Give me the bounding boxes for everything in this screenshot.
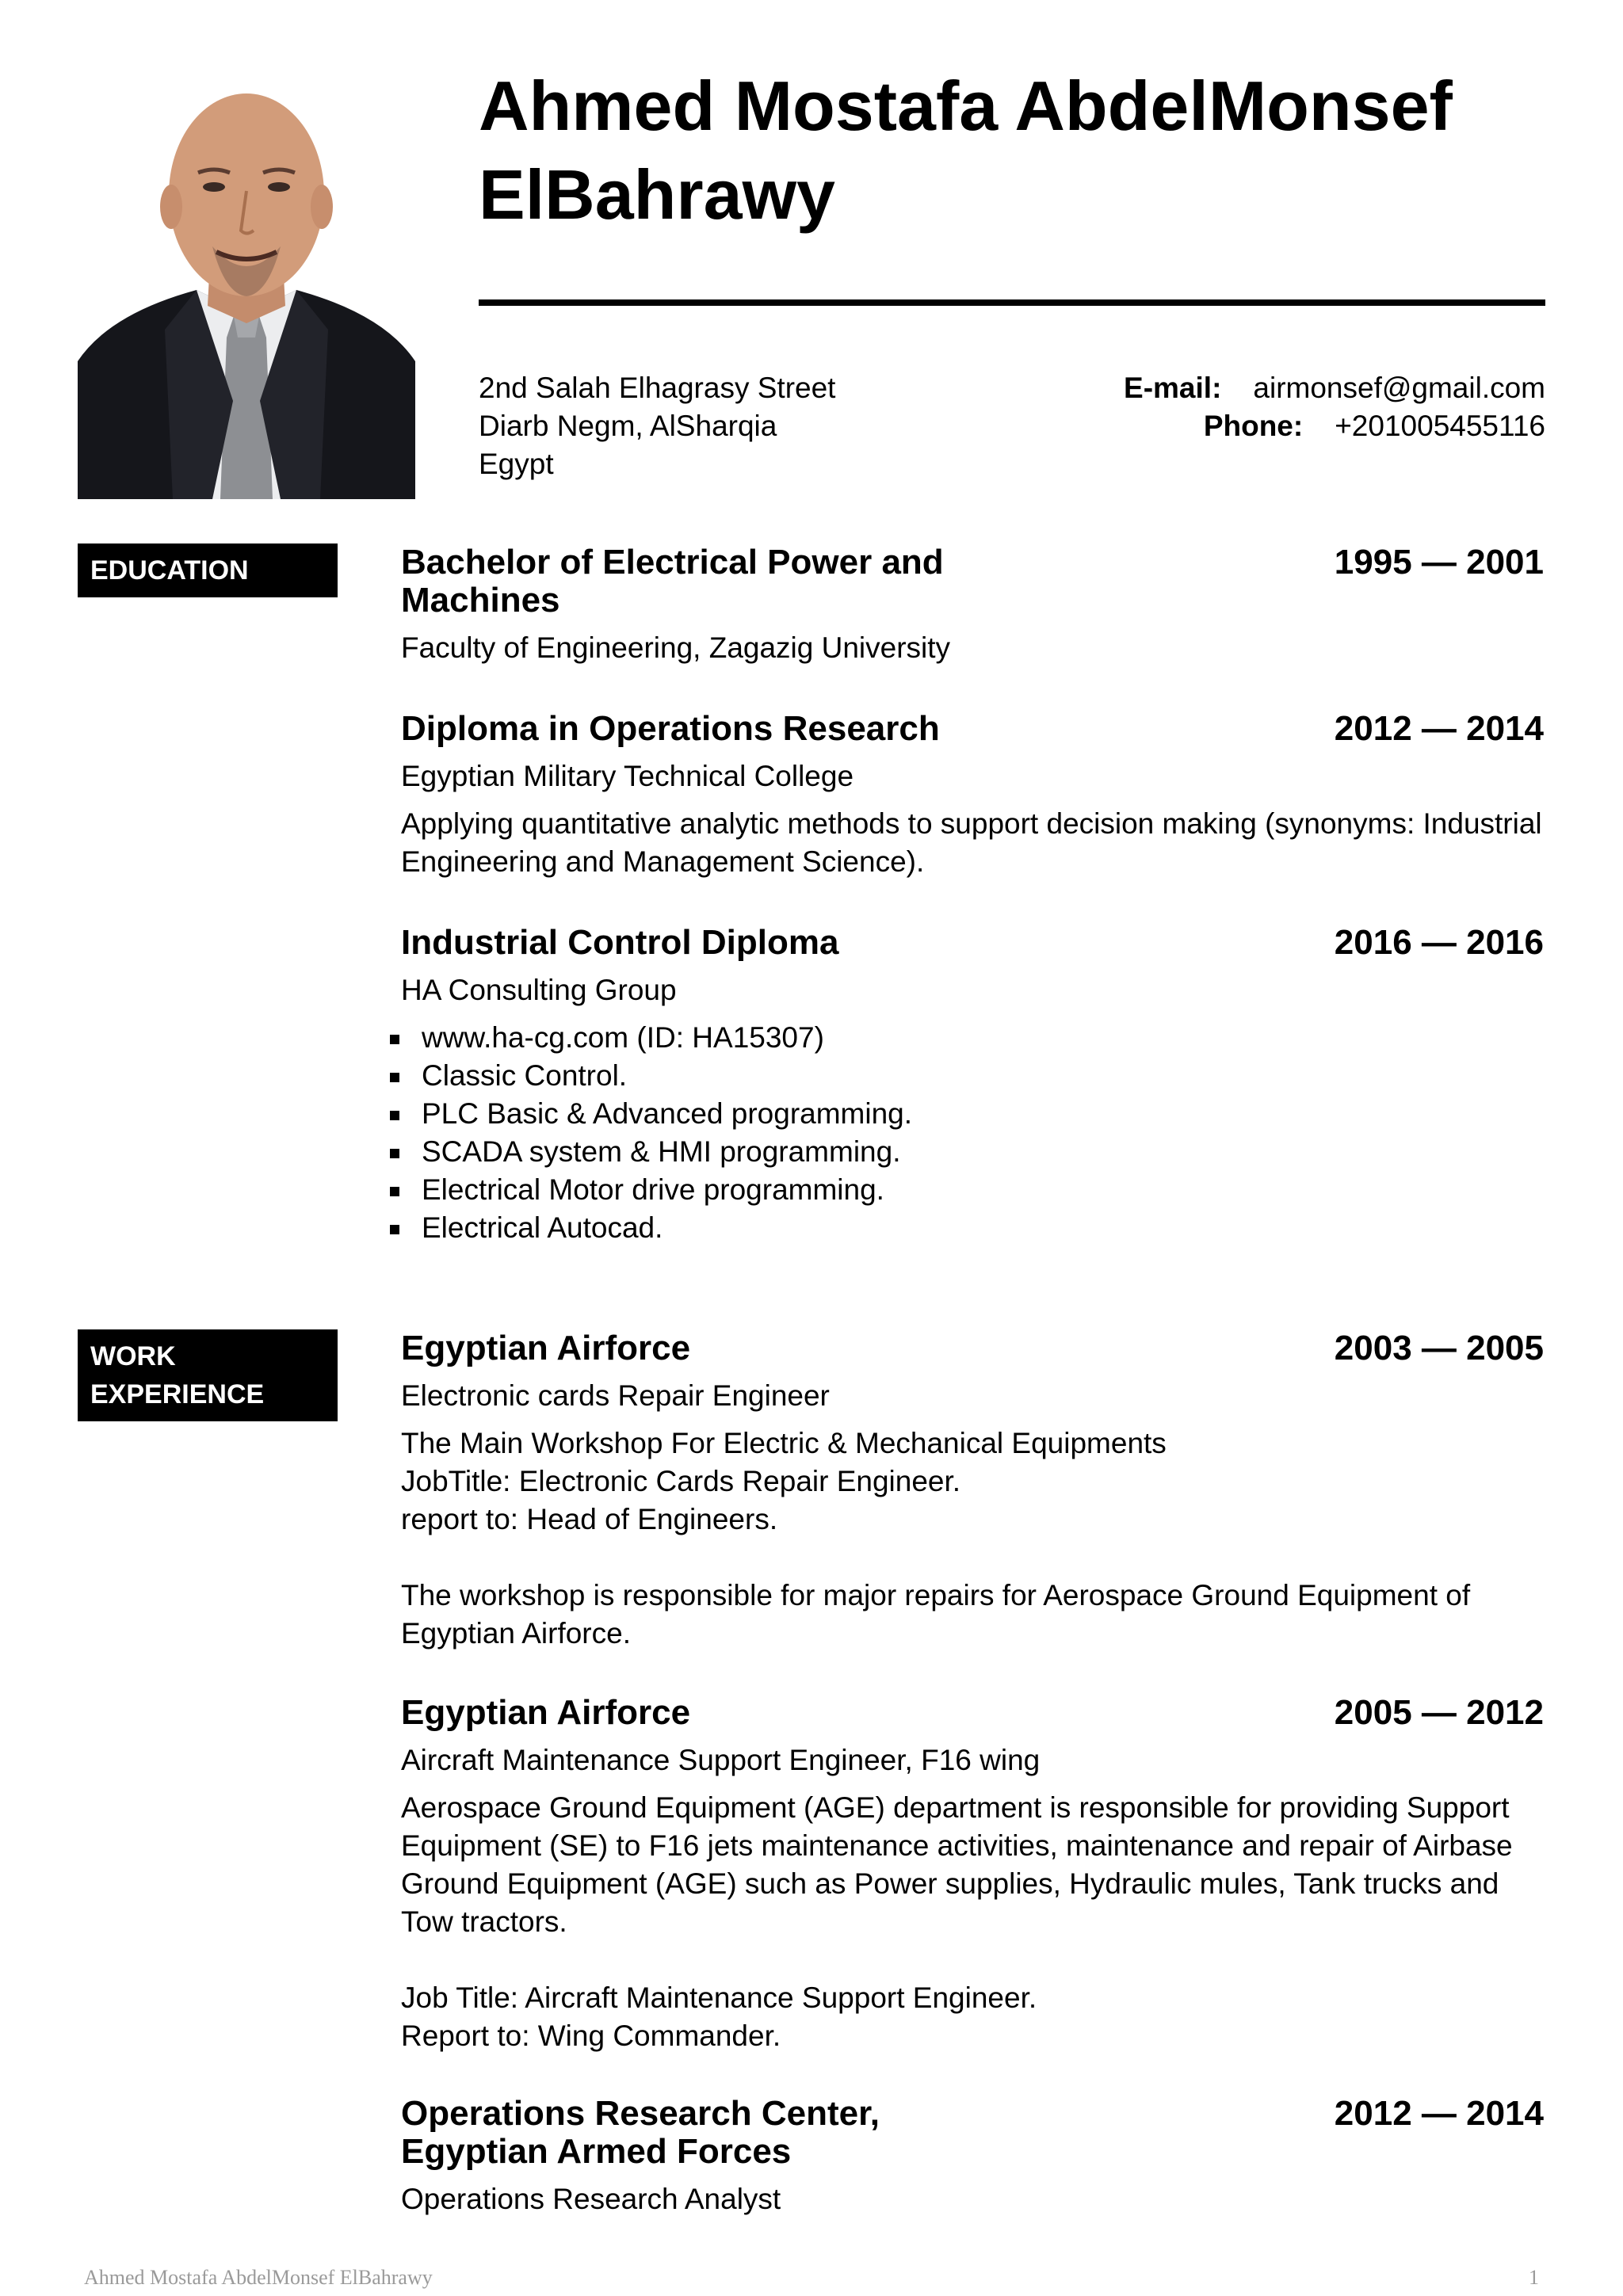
list-item: www.ha-cg.com (ID: HA15307): [401, 1019, 1544, 1057]
list-item: SCADA system & HMI programming.: [401, 1133, 1544, 1171]
entry-title: Diploma in Operations Research: [401, 709, 940, 748]
entry-dates: 2012 — 2014: [1334, 2094, 1544, 2133]
entry-description: Applying quantitative analytic methods to support decision making (synonyms: Industrial Engineering and Management Science).: [401, 807, 1542, 878]
section-label-education: EDUCATION: [78, 543, 338, 597]
bullet-list: [401, 1019, 1544, 1247]
entry-dates: 2005 — 2012: [1334, 1693, 1544, 1732]
section-label-line: EXPERIENCE: [90, 1379, 265, 1409]
list-item: Classic Control.: [401, 1057, 1544, 1095]
entry-role: Aircraft Maintenance Support Engineer, F16 wing: [401, 1744, 1041, 1776]
phone-row: [1124, 407, 1545, 445]
entry-role: Electronic cards Repair Engineer: [401, 1379, 830, 1412]
entry-dates: 1995 — 2001: [1334, 543, 1544, 582]
entry-role: Operations Research Analyst: [401, 2183, 781, 2215]
email-label: E-mail:: [1124, 372, 1222, 404]
description-line: report to: Head of Engineers.: [401, 1503, 778, 1535]
page-title: Ahmed Mostafa AbdelMonsef ElBahrawy: [479, 67, 1453, 234]
description-line: The Main Workshop For Electric & Mechanical Equipments: [401, 1427, 1167, 1459]
entry-description: [401, 1789, 1544, 2055]
entry-institution: Faculty of Engineering, Zagazig University: [401, 631, 951, 664]
profile-photo: [78, 76, 415, 499]
work-entry: [401, 1694, 1544, 2055]
address-line: Diarb Negm, AlSharqia: [479, 410, 777, 442]
header-divider: [479, 299, 1545, 306]
description-line: Job Title: Aircraft Maintenance Support Engineer.: [401, 1981, 1037, 2014]
entry-title: Egyptian Airforce: [401, 1693, 691, 1732]
portrait-illustration: [78, 76, 415, 499]
description-line: JobTitle: Electronic Cards Repair Engineer.: [401, 1465, 961, 1497]
list-item: Electrical Autocad.: [401, 1209, 1544, 1247]
email-value[interactable]: airmonsef@gmail.com: [1253, 372, 1545, 404]
footer-name: Ahmed Mostafa AbdelMonsef ElBahrawy: [84, 2266, 433, 2289]
entry-description: [401, 1425, 1544, 1653]
work-entry: [401, 1329, 1544, 1653]
education-entry: [401, 543, 1544, 667]
entry-institution: HA Consulting Group: [401, 974, 677, 1006]
contact-block: [1124, 369, 1545, 445]
education-entry: [401, 924, 1544, 1247]
email-row: [1124, 369, 1545, 407]
address-line: 2nd Salah Elhagrasy Street: [479, 372, 836, 404]
list-item: PLC Basic & Advanced programming.: [401, 1095, 1544, 1133]
entry-dates: 2016 — 2016: [1334, 923, 1544, 962]
list-item: Electrical Motor drive programming.: [401, 1171, 1544, 1209]
phone-label: Phone:: [1203, 410, 1304, 442]
section-label-work-experience: [78, 1329, 338, 1421]
section-label-line: WORK: [90, 1341, 176, 1371]
entry-title: Bachelor of Electrical Power and Machines: [401, 543, 944, 620]
address-block: [479, 369, 835, 483]
description-line: The workshop is responsible for major repairs for Aerospace Ground Equipment of Egyptian Airforce.: [401, 1579, 1471, 1650]
education-entry: [401, 710, 1544, 881]
page-number: 1: [1529, 2266, 1539, 2289]
description-line: Report to: Wing Commander.: [401, 2019, 781, 2052]
address-line: Egypt: [479, 448, 554, 480]
phone-value: +201005455116: [1335, 410, 1545, 442]
entry-title: Operations Research Center, Egyptian Armed Forces: [401, 2094, 880, 2171]
entry-dates: 2003 — 2005: [1334, 1329, 1544, 1367]
entry-institution: Egyptian Military Technical College: [401, 760, 854, 792]
entry-title: Industrial Control Diploma: [401, 923, 839, 962]
description-line: Aerospace Ground Equipment (AGE) department is responsible for providing Support Equipment (SE) to F16 jets maintenance activities, maintenance and repair of Airbase Ground Equipment (AGE) such as Power supplies, Hydraulic mules, Tank trucks and Tow tractors.: [401, 1791, 1513, 1938]
work-entry: [401, 2095, 1544, 2218]
entry-title: Egyptian Airforce: [401, 1329, 691, 1367]
entry-dates: 2012 — 2014: [1334, 709, 1544, 748]
